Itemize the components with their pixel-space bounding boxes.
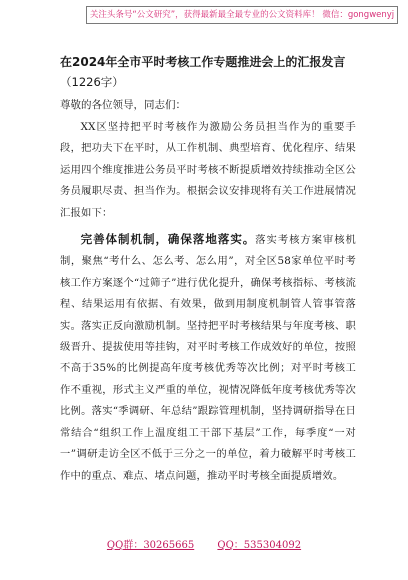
document-body (60, 53, 356, 487)
promo-banner-text: 关注头条号“公文研究”，获得最新最全最专业的公文资料库！ 微信：gongwenyj (89, 10, 395, 20)
paragraph-mechanism (60, 229, 356, 487)
paragraph-mechanism-body: 落实考核方案审核机制，聚焦“考什么、怎么考、怎么用”，对全区58家单位平时考核工作方案逐个“过筛子”进行优化提升，确保考核指标、考核流程、结果运用有依据、有效果，做到用制度机制管人管事管落实。落实正反向激励机制。坚持把平时考核结果与年度考核、职级晋升、提拔使用等挂钩，对平时考核工作成效好的单位，按照不高于35%的比例提高年度考核优秀等次比例；对平时考核工作不重视，形式主义严重的单位，视情况降低年度考核优秀等次比例。落实“季调研、年总结”跟踪管理机制，坚持调研指导在日常结合“组织工作上温度组工干部下基层”工作，每季度“一对一”调研走访全区不低于三分之一的单位，着力破解平时考核工作中的重点、难点、堵点问题，推动平时考核全面提质增效。 (60, 234, 356, 482)
qq-group-link[interactable]: QQ群：30265665 (106, 540, 195, 551)
promo-banner (86, 6, 398, 24)
qq-contact-link[interactable]: QQ：535304092 (217, 540, 302, 551)
paragraph-lead-heading: 完善体制机制，确保落地落实。 (80, 232, 256, 247)
word-count: （1226字） (60, 75, 124, 89)
document-title: 在2024年全市平时考核工作专题推进会上的汇报发言 (60, 55, 346, 69)
paragraph-intro: XX区坚持把平时考核作为激励公务员担当作为的重要手段，把功夫下在平时，从工作机制、典型培育、优化程序、结果运用四个维度推进公务员平时考核不断提质增效持续推动全区公务员履职尽责、担当作为。根据会议安排现将有关工作进展情况汇报如下： (60, 121, 356, 219)
salutation: 尊敬的各位领导，同志们： (60, 99, 186, 111)
footer-contacts (0, 536, 408, 551)
